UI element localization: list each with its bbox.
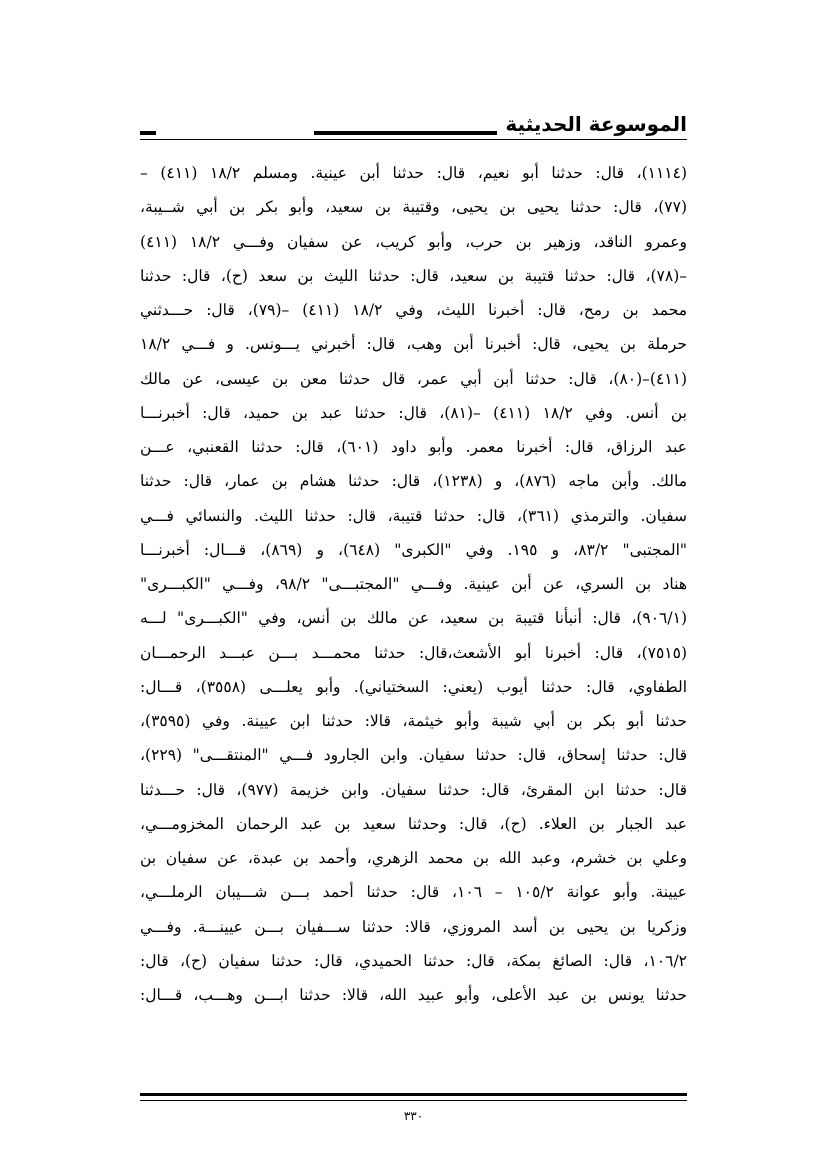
text-line: سفيان. والترمذي (٣٦١)، قال: حدثنا قتيبة، قال: حدثنا الليث. والنسائي فـــي <box>140 506 687 525</box>
text-line: حدثنا أبو بكر بن أبي شيبة وأبو خيثمة، قالا: حدثنا ابن عيينة. وفي (٣٥٩٥)، <box>140 712 687 730</box>
footer-rule-thick <box>140 1093 687 1096</box>
text-line: قال: حدثنا ابن المقرئ، قال: حدثنا سفيان. وابن خزيمة (٩٧٧)، قال: حـــدثنا <box>140 780 687 799</box>
text-line: "المجتبى" ٨٣/٢، و ١٩٥. وفي "الكبرى" (٦٤٨)، و (٨٦٩)، قـــال: أخبرنـــا <box>140 540 687 559</box>
text-line: عبد الجبار بن العلاء. (ح)، قال: وحدثنا سعيد بن عبد الرحمان المخزومـــي، <box>140 814 687 833</box>
text-line: بن أنس. وفي ١٨/٢ (٤١١) –(٨١)، قال: حدثنا عبد بن حميد، قال: أخبرنـــا <box>140 403 687 422</box>
text-line: عيينة. وأبو عوانة ١٠٥/٢ – ١٠٦، قال: حدثنا أحمد بـــن شـــيبان الرملـــي، <box>140 883 687 902</box>
text-line: وعمرو الناقد، وزهير بن حرب، وأبو كريب، عن سفيان وفـــي ١٨/٢ (٤١١) <box>140 232 687 251</box>
text-line: حرملة بن يحيى، قال: أخبرنا أبن وهب، قال: أخبرني يـــونس. و فـــي ١٨/٢ <box>140 335 687 354</box>
text-line: وزكريا بن يحيى بن أسد المروزي، قالا: حدثنا ســـفيان بـــن عيينـــة. وفـــي <box>140 917 687 936</box>
text-line: (٩٠٦/١)، قال: أنبأنا قتيبة بن سعيد، عن مالك بن أنس، وفي "الكبـــرى" لـــه <box>140 609 687 628</box>
text-line: (٧٥١٥)، قال: أخبرنا أبو الأشعث،قال: حدثنا محمـــد بـــن عبـــد الرحمـــان <box>140 643 687 662</box>
text-line: وعلي بن خشرم، وعبد الله بن محمد الزهري، وأحمد بن عبدة، عن سفيان بن <box>140 849 687 867</box>
page-number: ٣٣٠ <box>403 1109 424 1123</box>
text-line: ١٠٦/٢، قال: الصائغ بمكة، قال: حدثنا الحميدي، قال: حدثنا سفيان (ح)، قال: <box>140 951 687 970</box>
text-line: عبد الرزاق، قال: أخبرنا معمر. وأبو داود (٦٠١)، قال: حدثنا القعنبي، عـــن <box>140 438 687 456</box>
text-line: محمد بن رمح، قال: أخبرنا الليث، وفي ١٨/٢ (٤١١) –(٧٩)، قال: حـــدثني <box>140 301 687 319</box>
running-header <box>140 112 687 148</box>
footer-rule-thin <box>140 1100 687 1101</box>
text-line: حدثنا يونس بن عبد الأعلى، وأبو عبيد الله، قالا: حدثنا ابـــن وهـــب، قـــال: <box>140 986 687 1004</box>
text-line: مالك. وأبن ماجه (٨٧٦)، و (١٢٣٨)، قال: حدثنا هشام بن عمار، قال: حدثنا <box>140 472 687 491</box>
text-line: (٤١١)–(٨٠)، قال: حدثنا أبن أبي عمر، قال حدثنا معن بن عيسى، عن مالك <box>140 369 687 388</box>
text-line: الطفاوي، قال: حدثنا أيوب (يعني: السختياني). وأبو يعلـــى (٣٥٥٨)، قـــال: <box>140 677 687 696</box>
body-text <box>140 156 687 1012</box>
text-line: –(٧٨)، قال: حدثنا قتيبة بن سعيد، قال: حدثنا الليث بن سعد (ح)، قال: حدثنا <box>140 266 687 285</box>
running-header-title: الموسوعة الحديثية <box>497 110 695 138</box>
text-line: (١١١٤)، قال: حدثنا أبو نعيم، قال: حدثنا أبن عينية. ومسلم ١٨/٢ (٤١١) – <box>140 164 687 182</box>
text-line: (٧٧)، قال: حدثنا يحيى بن يحيى، وقتيبة بن سعيد، وأبو بكر بن أبي شــيبة، <box>140 198 687 217</box>
text-line: قال: حدثنا إسحاق، قال: حدثنا سفيان. وابن الجارود فـــي "المنتقـــى" (٢٢٩)، <box>140 746 687 765</box>
text-line: هناد بن السري، عن أبن عينية. وفـــي "المجتبـــى" ٩٨/٢، وفـــي "الكبـــرى" <box>140 575 687 593</box>
